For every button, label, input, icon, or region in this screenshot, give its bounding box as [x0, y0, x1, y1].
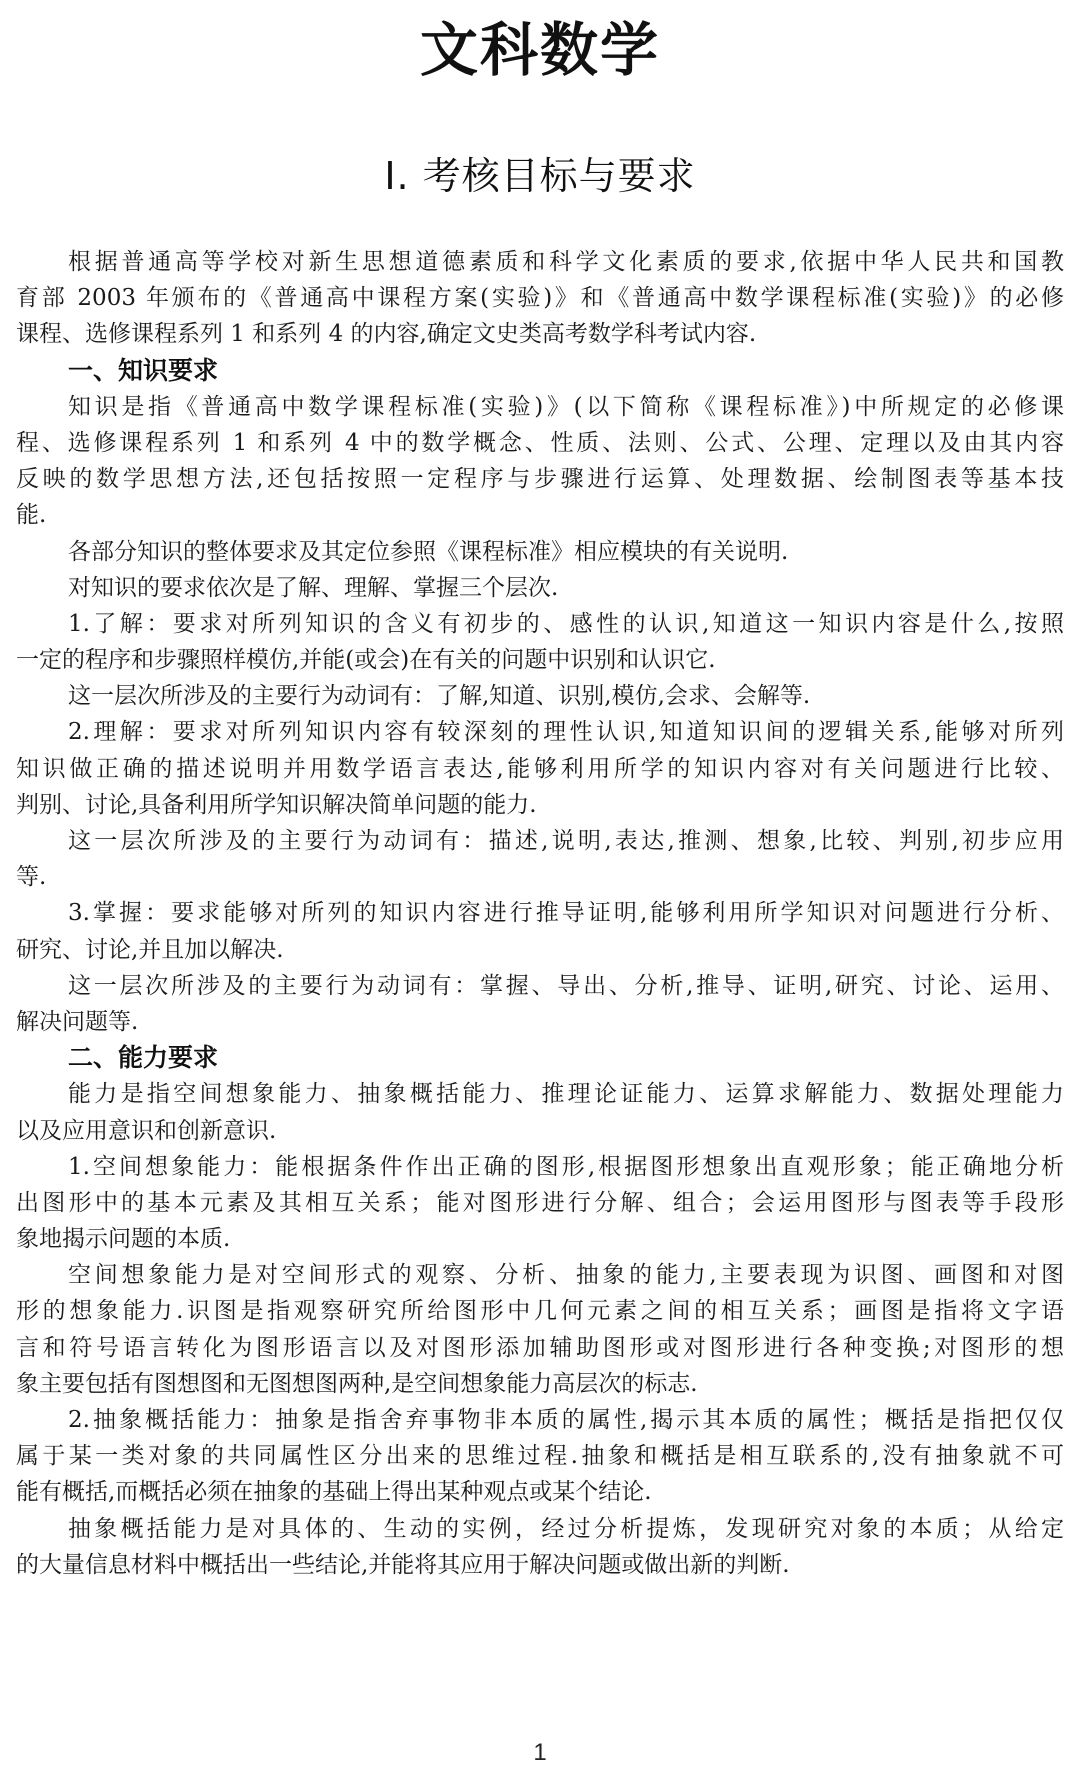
paragraph: [16, 678, 1064, 714]
paragraph: [16, 968, 1064, 1040]
page-number: 1: [533, 1739, 547, 1766]
text-line: 形的想象能力.识图是指观察研究所给图形中几何元素之间的相互关系；画图是指将文字语: [16, 1298, 1064, 1325]
text-line: 2.理解：要求对所列知识内容有较深刻的理性认识,知道知识间的逻辑关系,能够对所列: [68, 719, 1064, 746]
paragraph: [16, 534, 1064, 570]
paragraph: [16, 895, 1064, 967]
text-line: 能有概括,而概括必须在抽象的基础上得出某种观点或某个结论.: [16, 1479, 652, 1506]
paragraph: [16, 389, 1064, 534]
text-line: 能力是指空间想象能力、抽象概括能力、推理论证能力、运算求解能力、数据处理能力: [68, 1081, 1064, 1108]
text-line: 象主要包括有图想图和无图想图两种,是空间想象能力高层次的标志.: [16, 1370, 698, 1397]
text-line: 程、选修课程系列 1 和系列 4 中的数学概念、性质、法则、公式、公理、定理以及由其内容: [16, 429, 1064, 456]
text-line: 这一层次所涉及的主要行为动词有：掌握、导出、分析,推导、证明,研究、讨论、运用、: [68, 972, 1064, 999]
text-line: 的大量信息材料中概括出一些结论,并能将其应用于解决问题或做出新的判断.: [16, 1551, 790, 1578]
text-line: 一定的程序和步骤照样模仿,并能(或会)在有关的问题中识别和认识它.: [16, 647, 716, 674]
document-title: 文科数学: [419, 16, 660, 84]
text-line: 这一层次所涉及的主要行为动词有：描述,说明,表达,推测、想象,比较、判别,初步应用: [68, 828, 1064, 854]
paragraph: [16, 1149, 1064, 1258]
section-heading-knowledge: 一、知识要求: [68, 355, 219, 385]
text-line: 等.: [16, 864, 47, 891]
paragraph: [16, 1402, 1064, 1511]
text-line: 反映的数学思想方法,还包括按照一定程序与步骤进行运算、处理数据、绘制图表等基本技: [16, 466, 1064, 493]
section-title: Ⅰ. 考核目标与要求: [384, 154, 696, 198]
text-line: 以及应用意识和创新意识.: [16, 1117, 277, 1144]
text-line: 出图形中的基本元素及其相互关系；能对图形进行分解、组合；会运用图形与图表等手段形: [16, 1189, 1064, 1216]
document-body: [16, 244, 1064, 1583]
text-line: 1.空间想象能力：能根据条件作出正确的图形,根据图形想象出直观形象；能正确地分析: [68, 1153, 1064, 1180]
text-line: 根据普通高等学校对新生思想道德素质和科学文化素质的要求,依据中华人民共和国教: [68, 249, 1064, 275]
paragraph: [16, 570, 1064, 606]
text-line: 解决问题等.: [16, 1008, 139, 1035]
section-heading-ability: 二、能力要求: [68, 1043, 219, 1073]
text-line: 研究、讨论,并且加以解决.: [16, 936, 284, 963]
text-line: 言和符号语言转化为图形语言以及对图形添加辅助图形或对图形进行各种变换;对图形的想: [16, 1334, 1064, 1361]
paragraph: [16, 1257, 1064, 1402]
paragraph: [16, 714, 1064, 823]
text-line: 知识是指《普通高中数学课程标准(实验)》(以下简称《课程标准》)中所规定的必修课: [68, 393, 1064, 420]
text-line: 3.掌握：要求能够对所列的知识内容进行推导证明,能够利用所学知识对问题进行分析、: [68, 900, 1064, 927]
text-line: 属于某一类对象的共同属性区分出来的思维过程.抽象和概括是相互联系的,没有抽象就不可: [16, 1443, 1064, 1470]
paragraph: [16, 606, 1064, 678]
text-line: 知识做正确的描述说明并用数学语言表达,能够利用所学的知识内容对有关问题进行比较、: [16, 755, 1064, 782]
text-line: 育部 2003 年颁布的《普通高中课程方案(实验)》和《普通高中数学课程标准(实验)》的必修: [16, 285, 1064, 312]
text-line: 空间想象能力是对空间形式的观察、分析、抽象的能力,主要表现为识图、画图和对图: [68, 1262, 1064, 1289]
text-line: 课程、选修课程系列 1 和系列 4 的内容,确定文史类高考数学科考试内容.: [16, 321, 757, 348]
text-line: 判别、讨论,具备利用所学知识解决简单问题的能力.: [16, 791, 537, 818]
text-line: 能.: [16, 502, 47, 529]
text-line: 1.了解：要求对所列知识的含义有初步的、感性的认识,知道这一知识内容是什么,按照: [68, 610, 1064, 637]
text-line: 这一层次所涉及的主要行为动词有：了解,知道、识别,模仿,会求、会解等.: [68, 683, 811, 710]
text-line: 抽象概括能力是对具体的、生动的实例，经过分析提炼，发现研究对象的本质；从给定: [68, 1515, 1064, 1542]
text-line: 各部分知识的整体要求及其定位参照《课程标准》相应模块的有关说明.: [68, 538, 789, 565]
text-line: 对知识的要求依次是了解、理解、掌握三个层次.: [68, 574, 559, 601]
text-line: 象地揭示问题的本质.: [16, 1226, 231, 1253]
intro-paragraph: [16, 244, 1064, 353]
paragraph: [16, 1076, 1064, 1148]
paragraph: [16, 823, 1064, 895]
paragraph: [16, 1511, 1064, 1583]
text-line: 2.抽象概括能力：抽象是指舍弃事物非本质的属性,揭示其本质的属性；概括是指把仅仅: [68, 1407, 1064, 1433]
